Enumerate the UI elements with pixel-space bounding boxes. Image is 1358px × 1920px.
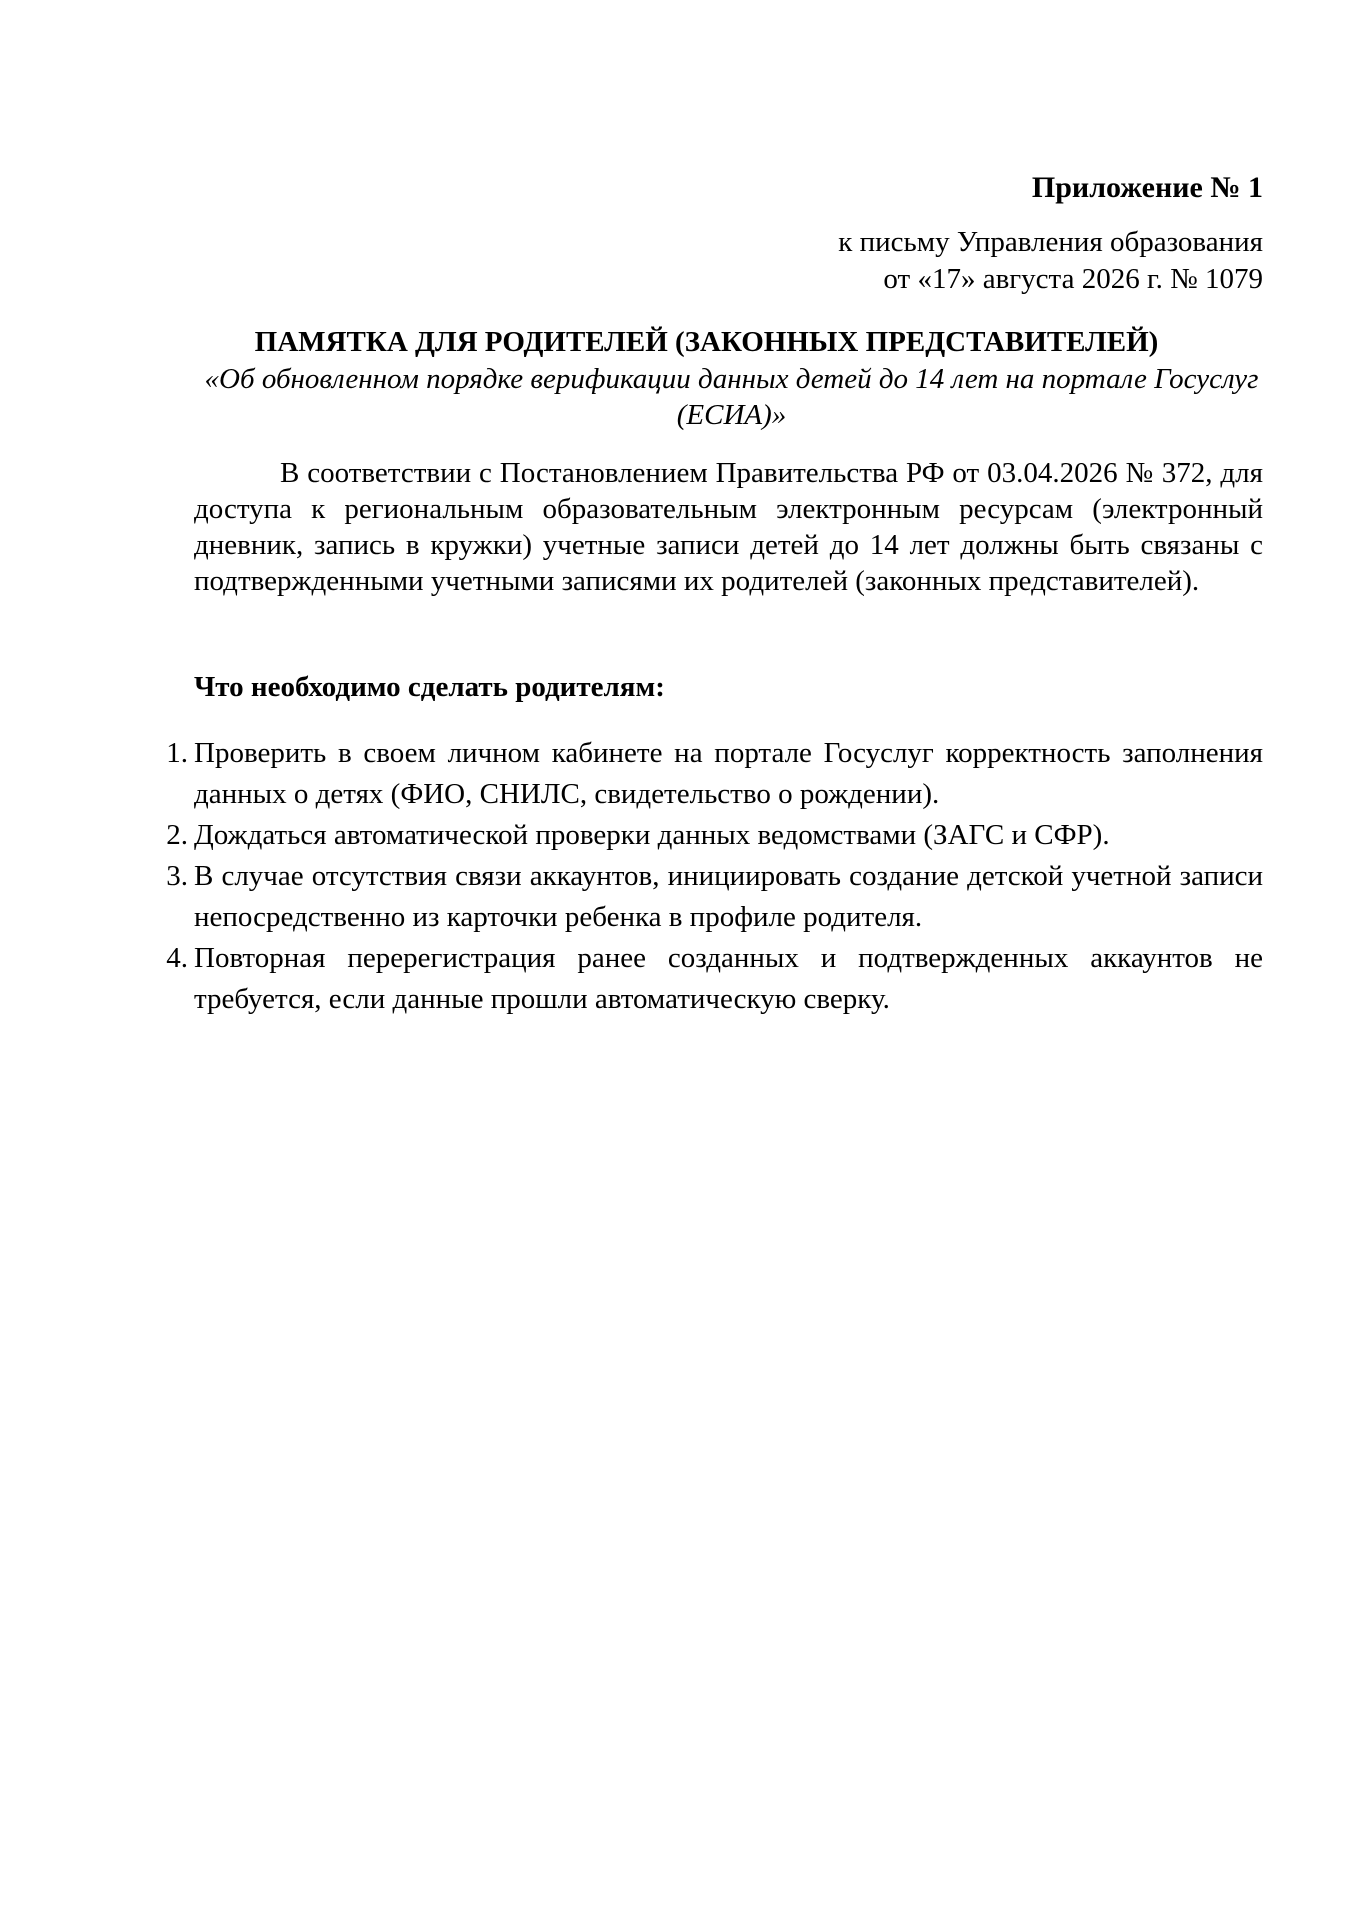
document-subtitle: «Об обновленном порядке верификации данных детей до 14 лет на портале Госуслуг (ЕСИА)»	[204, 363, 1259, 431]
intro-paragraph: В соответствии с Постановлением Правительства РФ от 03.04.2026 № 372, для доступа к региональным образовательным электронным ресурсам (электронный дневник, запись в кружки) учетные записи детей до 14 лет должны быть связаны с подтвержденными учетными записями их родителей (законных представителей).	[194, 457, 1263, 597]
list-item-number: 2.	[166, 819, 188, 851]
steps-list	[166, 733, 1263, 1020]
list-item-number: 4.	[166, 942, 188, 974]
list-item-text: Дождаться автоматической проверки данных ведомствами (ЗАГС и СФР).	[194, 819, 1110, 851]
list-item	[166, 856, 1263, 938]
document-title: ПАМЯТКА ДЛЯ РОДИТЕЛЕЙ (ЗАКОННЫХ ПРЕДСТАВИТЕЛЕЙ)	[254, 326, 1159, 358]
list-item-number: 3.	[166, 860, 188, 892]
appendix-label: Приложение № 1	[1031, 171, 1263, 204]
list-item-text: Проверить в своем личном кабинете на портале Госуслуг корректность заполнения данных о детях (ФИО, СНИЛС, свидетельство о рождении).	[194, 737, 1263, 810]
list-item-text: В случае отсутствия связи аккаунтов, инициировать создание детской учетной записи непосредственно из карточки ребенка в профиле родителя.	[194, 860, 1263, 933]
list-item	[166, 733, 1263, 815]
list-item-text: Повторная перерегистрация ранее созданных и подтвержденных аккаунтов не требуется, если данные прошли автоматическую сверку.	[194, 942, 1263, 1015]
letter-reference-line-1: к письму Управления образования	[838, 226, 1263, 258]
letter-reference	[838, 224, 1263, 298]
section-heading: Что необходимо сделать родителям:	[194, 671, 665, 703]
letter-reference-line-2: от «17» августа 2026 г. № 1079	[883, 263, 1263, 295]
list-item	[166, 815, 1263, 856]
list-item-number: 1.	[166, 737, 188, 769]
list-item	[166, 938, 1263, 1020]
